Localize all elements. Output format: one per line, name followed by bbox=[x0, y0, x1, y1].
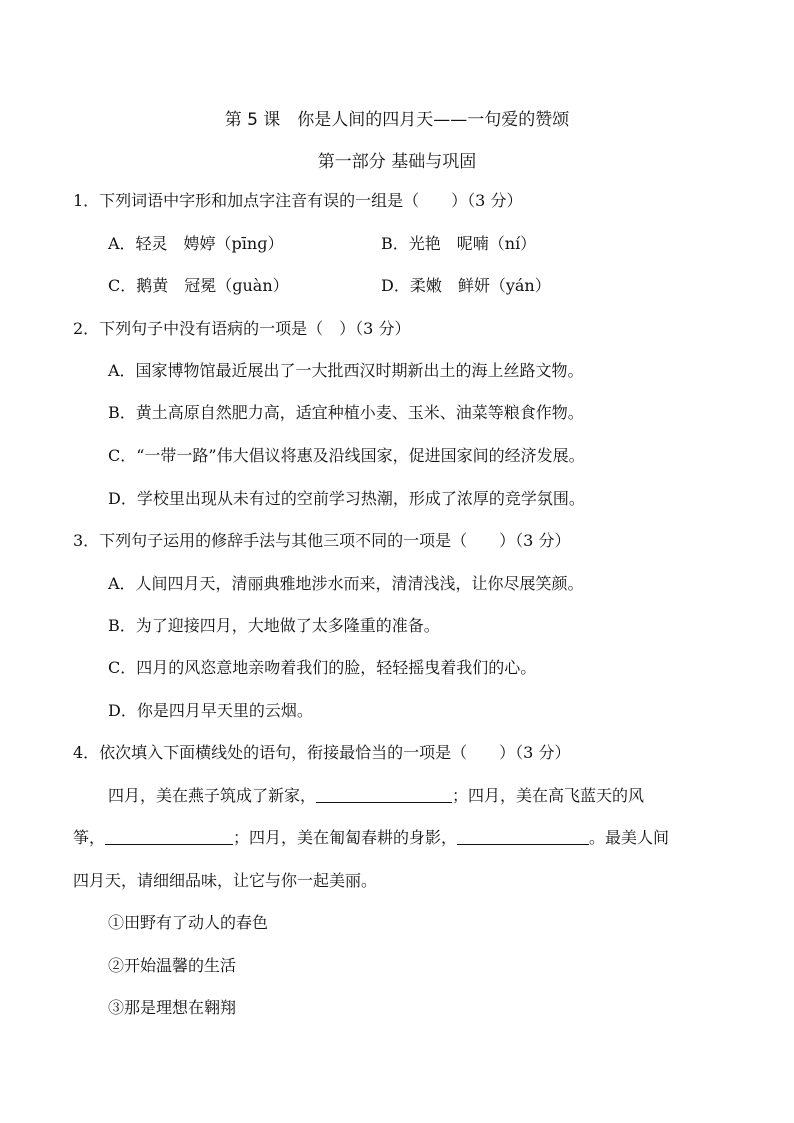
section-title: 第一部分 基础与巩固 bbox=[317, 152, 477, 172]
q3-option-c: C．四月的风恣意地亲吻着我们的脸，轻轻摇曳着我们的心。 bbox=[108, 658, 537, 677]
q4-passage-line-3: 四月天，请细细品味，让它与你一起美丽。 bbox=[73, 871, 378, 890]
q4-passage-text: ；四月，美在匍匐春耕的身影， bbox=[233, 828, 458, 847]
question-3-stem: 3．下列句子运用的修辞手法与其他三项不同的一项是（ ）（3 分） bbox=[73, 531, 571, 550]
lesson-title: 第 5 课 你是人间的四月天——一句爱的赞颂 bbox=[224, 110, 570, 130]
q4-choice-3: ③那是理想在翱翔 bbox=[108, 998, 237, 1017]
q4-passage-text: 。最美人间 bbox=[589, 828, 670, 847]
answer-blank-2[interactable] bbox=[105, 828, 233, 845]
q4-choice-1: ①田野有了动人的春色 bbox=[108, 913, 269, 932]
question-1-stem: 1．下列词语中字形和加点字注音有误的一组是（ ）（3 分） bbox=[73, 191, 523, 210]
q4-passage-text: 四月，美在燕子筑成了新家， bbox=[108, 786, 317, 805]
q2-option-c: C．“一带一路”伟大倡议将惠及沿线国家，促进国家间的经济发展。 bbox=[108, 446, 585, 465]
q1-option-c: C．鹅黄 冠冕（ɡuàn） bbox=[108, 276, 289, 295]
question-4-stem: 4．依次填入下面横线处的语句，衔接最恰当的一项是（ ）（3 分） bbox=[73, 743, 571, 762]
answer-blank-1[interactable] bbox=[316, 786, 452, 803]
q4-passage-line-2 bbox=[73, 827, 669, 849]
q4-passage-line-1 bbox=[108, 785, 644, 807]
q3-option-b: B．为了迎接四月，大地做了太多隆重的准备。 bbox=[108, 616, 440, 635]
answer-blank-3[interactable] bbox=[457, 828, 589, 845]
q3-option-d: D．你是四月早天里的云烟。 bbox=[108, 701, 313, 720]
q1-option-d: D．柔嫩 鲜妍（yán） bbox=[381, 276, 551, 295]
q1-option-a: A．轻灵 娉婷（pīnɡ） bbox=[108, 234, 284, 253]
q2-option-b: B．黄土高原自然肥力高，适宜种植小麦、玉米、油菜等粮食作物。 bbox=[108, 403, 584, 422]
q1-option-b: B．光艳 呢喃（ní） bbox=[381, 234, 537, 253]
q2-option-d: D．学校里出现从未有过的空前学习热潮，形成了浓厚的竞学氛围。 bbox=[108, 489, 585, 508]
q2-option-a: A．国家博物馆最近展出了一大批西汉时期新出土的海上丝路文物。 bbox=[108, 361, 584, 380]
q3-option-a: A．人间四月天，清丽典雅地涉水而来，清清浅浅，让你尽展笑颜。 bbox=[108, 574, 584, 593]
question-2-stem: 2．下列句子中没有语病的一项是（ ）（3 分） bbox=[73, 319, 411, 338]
q4-passage-text: ；四月，美在高飞蓝天的风 bbox=[452, 786, 645, 805]
q4-choice-2: ②开始温馨的生活 bbox=[108, 956, 237, 975]
q4-passage-text: 筝， bbox=[73, 828, 106, 847]
